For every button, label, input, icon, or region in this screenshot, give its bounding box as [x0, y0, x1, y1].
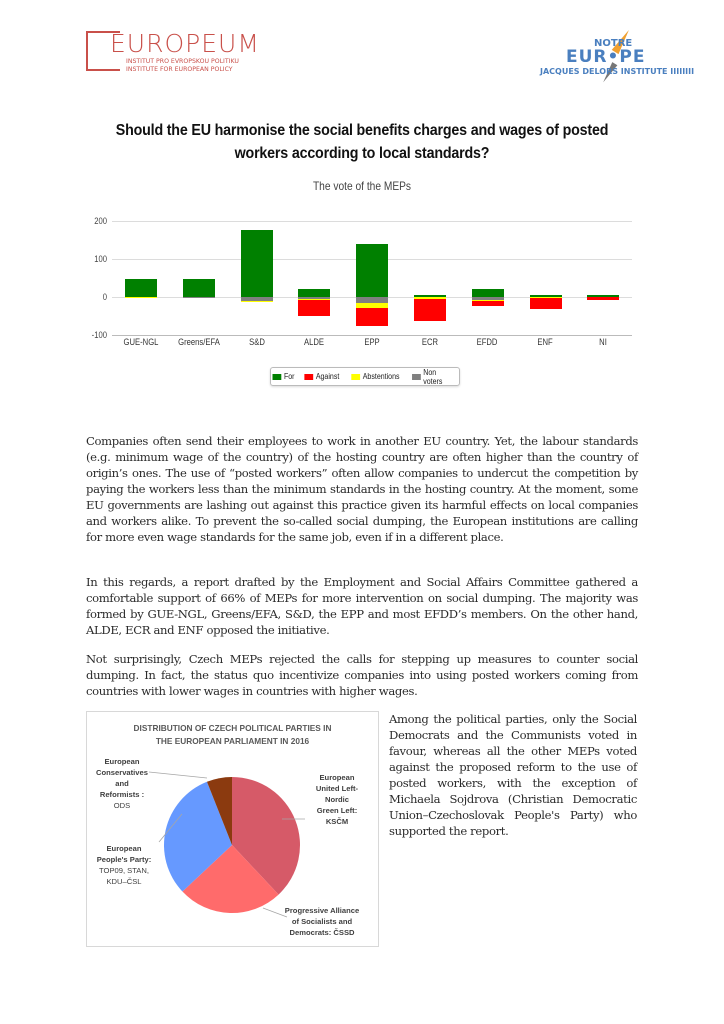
- x-tick-alde: ALDE: [303, 337, 324, 347]
- x-tick-greens-efa: Greens/EFA: [178, 337, 220, 347]
- paragraph-posted-workers-intro: Companies often send their employees to work in another EU country. Yet, the labour standards (e.g. minimum wage of the country) of the hosting country are often higher than the country of origin’s ones. The use of “posted workers” often allow companies to undercut the competition by paying the workers less than the minimum standards in the hosting country. At the moment, some EU governments are lashing out against this practice given its harmful effects on local companies and workers alike. To prevent the so-called social dumping, the European institutions are calling for more even wage standards for the same job, even if in a different place.: [86, 434, 638, 544]
- europeum-logo-subtitle-cz: INSTITUT PRO EVROPSKOU POLITIKU: [126, 58, 239, 65]
- legend-swatch-non-voters: [412, 374, 421, 380]
- notre-europe-logo-europe: EUR•PE: [566, 47, 646, 67]
- pie-label-ecr: European Conservatives and Reformists : ODS: [96, 757, 148, 810]
- bar-segment-for: [356, 244, 388, 297]
- bar-segment-abstentions: [125, 297, 157, 298]
- x-axis-line: [112, 335, 632, 336]
- bar-segment-for: [125, 279, 157, 297]
- bar-segment-for: [183, 279, 215, 297]
- europeum-logo-subtitle-en: INSTITUTE FOR EUROPEAN POLICY: [126, 66, 233, 73]
- legend-swatch-for: [273, 374, 282, 380]
- x-tick-s-and-d: S&D: [249, 337, 265, 347]
- pie-label-s-and-d: Progressive Alliance of Socialists and Democrats: ČSSD: [284, 906, 360, 937]
- bar-chart-title: The vote of the MEPs: [312, 179, 412, 193]
- y-tick-100: 100: [94, 254, 107, 264]
- y-tick-0: 0: [102, 292, 107, 302]
- bar-segment-non-voters: [183, 297, 215, 298]
- notre-europe-logo-notre: NOTRE: [594, 38, 633, 49]
- notre-europe-logo-institute: JACQUES DELORS INSTITUTE IIIIIIII: [540, 67, 695, 76]
- notre-europe-logo: [540, 26, 695, 86]
- bar-segment-against: [587, 297, 619, 300]
- bar-segment-against: [356, 308, 388, 326]
- pie-leader-line: [149, 772, 207, 778]
- bar-segment-for: [472, 289, 504, 297]
- pie-label-epp: European People's Party: TOP09, STAN, KDU–ČSL: [96, 844, 152, 886]
- paragraph-committee-report: In this regards, a report drafted by the Employment and Social Affairs Committee gathered a comfortable support of 66% of MEPs for more intervention on social dumping. The majority was formed by GUE-NGL, Greens/EFA, S&D, the EPP and most EFDD’s members. On the other hand, ALDE, ECR and ENF opposed the initiative.: [86, 575, 638, 637]
- x-tick-epp: EPP: [364, 337, 380, 347]
- bar-segment-for: [298, 289, 330, 297]
- gridline-200: [112, 221, 632, 222]
- bar-segment-against: [298, 300, 330, 316]
- bar-chart-legend: [270, 367, 460, 386]
- czech-parties-pie-chart: [86, 711, 379, 947]
- legend-swatch-abstentions: [351, 374, 360, 380]
- x-tick-ecr: ECR: [421, 337, 439, 347]
- bar-segment-abstentions: [241, 301, 273, 302]
- legend-label-non-voters: Non voters: [422, 367, 442, 386]
- legend-swatch-against: [304, 374, 313, 380]
- page-title: Should the EU harmonise the social benefits charges and wages of posted workers according to local standards?: [115, 122, 609, 162]
- y-tick-neg100: -100: [91, 330, 107, 340]
- legend-item-non-voters[interactable]: [412, 368, 456, 386]
- pie-chart-title-line2: THE EUROPEAN PARLIAMENT IN 2016: [155, 736, 310, 746]
- legend-item-abstentions[interactable]: [351, 372, 399, 381]
- paragraph-czech-meps: Not surprisingly, Czech MEPs rejected the calls for stepping up measures to counter social dumping. In fact, the status quo incentivize companies into using posted workers coming from countries with lower wages in countries with higher wages.: [86, 652, 638, 698]
- x-tick-gue-ngl: GUE-NGL: [123, 337, 159, 347]
- bar-segment-against: [530, 298, 562, 309]
- pie-label-gue-ngl: European United Left- Nordic Green Left: KSČM: [315, 773, 359, 826]
- bar-segment-against: [472, 301, 504, 306]
- paragraph-czech-party-votes: Among the political parties, only the Social Democrats and the Communists voted in favour, whereas all the other MEPs voted against the proposed reform to the use of posted workers, with the exception of Michaela Sojdrova (Christian Democratic Union–Czechoslovak People's Party) who supported the report.: [389, 712, 637, 838]
- x-tick-efdd: EFDD: [476, 337, 498, 347]
- x-tick-enf: ENF: [537, 337, 553, 347]
- y-tick-200: 200: [94, 216, 107, 226]
- europeum-logo-wordmark: EUROPEUM: [110, 29, 260, 58]
- legend-label-against: Against: [315, 372, 340, 381]
- x-tick-ni: NI: [599, 337, 607, 347]
- bar-segment-against: [414, 299, 446, 321]
- bar-segment-for: [241, 230, 273, 297]
- legend-label-for: For: [283, 372, 295, 381]
- europeum-logo: [86, 31, 266, 73]
- pie-chart-title-line1: DISTRIBUTION OF CZECH POLITICAL PARTIES IN: [133, 723, 332, 733]
- legend-label-abstentions: Abstentions: [362, 372, 400, 381]
- legend-item-against[interactable]: [304, 372, 339, 381]
- vote-bar-chart: [85, 205, 645, 355]
- legend-item-for[interactable]: [273, 372, 295, 381]
